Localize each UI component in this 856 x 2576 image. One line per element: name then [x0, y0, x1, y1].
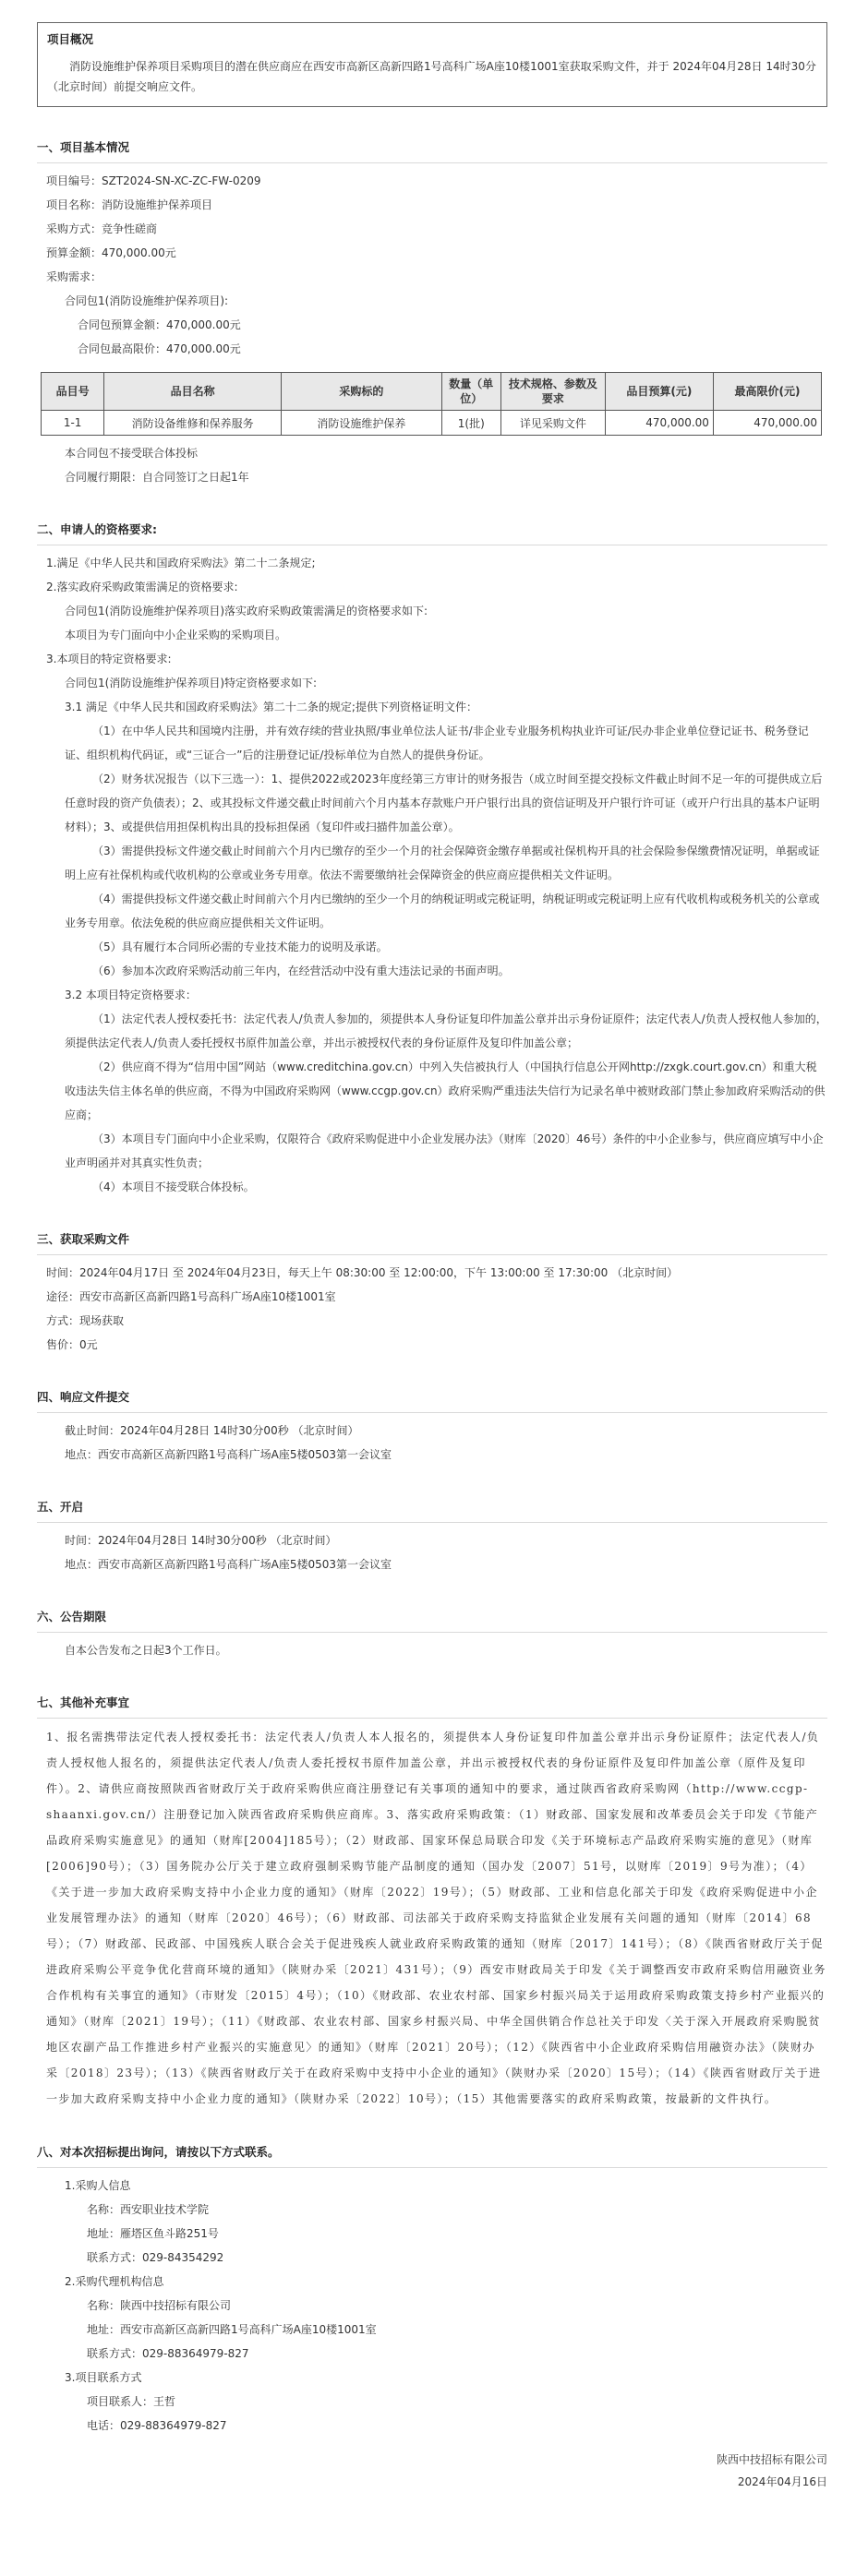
other-matters-text: 1、报名需携带法定代表人授权委托书：法定代表人/负责人本人报名的，须提供本人身份证复印件加盖公章并出示身份证原件；法定代表人/负责人授权他人报名的，须提供法定代表人/负责人委托授权书原件加盖公章，并出示被授权代表的身份证原件及复印件加盖公章（原件及复印件）。2、请供应商按照陕西省财政厅关于政府采购供应商注册登记有关事项的通知中的要求，通过陕西省政府采购网（http://www.ccgp-shaanxi.gov.cn/）注册登记加入陕西省政府采购供应商库。3、落实政府采购政策：（1）财政部、国家发展和改革委员会关于印发《节能产品政府采购实施意见》的通知（财库[2004]185号）；（2）财政部、国家环保总局联合印发《关于环境标志产品政府采购实施的意见》（财库[2006]90号）；（3）国务院办公厅关于建立政府强制采购节能产品制度的通知（国办发〔2007〕51号，以财库〔2019〕9号为准）；（4）《关于进一步加大政府采购支持中小企业力度的通知》（财库〔2022〕19号）；（5）财政部、工业和信息化部关于印发《政府采购促进中小企业发展管理办法》的通知（财库〔2020〕46号）；（6）财政部、司法部关于政府采购支持监狱企业发展有关问题的通知（财库〔2014〕68号）；（7）财政部、民政部、中国残疾人联合会关于促进残疾人就业政府采购政策的通知（财库〔2017〕141号）；（8）《陕西省财政厅关于促进政府采购公平竞争优化营商环境的通知》（陕财办采〔2021〕431号）；（9）西安市财政局关于印发《关于调整西安市政府采购信用融资业务合作机构有关事宜的通知》（市财发〔2015〕4号）；（10）《财政部、农业农村部、国家乡村振兴局关于运用政府采购政策支持乡村产业振兴的通知》（财库〔2021〕19号）；（11）《财政部、农业农村部、国家乡村振兴局、中华全国供销合作总社关于印发〈关于深入开展政府采购脱贫地区农副产品工作推进乡村产业振兴的实施意见〉的通知》（财库〔2021〕20号）；（12）《陕西省中小企业政府采购信用融资办法》（陕财办采〔2018〕23号）；（13）《陕西省财政厅关于在政府采购中支持中小企业的通知》（陕财办采〔2020〕15号）；（14）《陕西省财政厅关于进一步加大政府采购支持中小企业力度的通知》（陕财办采〔2022〕10号）；（15）其他需要落实的政府采购政策，按最新的文件执行。 — [46, 1731, 826, 2105]
procurement-method: 采购方式：竞争性磋商 — [46, 222, 158, 235]
contact-line: 联系方式：029-88364979-827 — [87, 2347, 249, 2360]
project-overview-box — [37, 22, 827, 107]
section-qualifications — [37, 513, 827, 1199]
qual-line: 合同包1(消防设施维护保养项目)特定资格要求如下: — [65, 677, 318, 689]
table-cell: 1-1 — [42, 411, 104, 436]
table-row — [42, 411, 822, 436]
qual-paragraph: （4）需提供投标文件递交截止时间前六个月内已缴纳的至少一个月的纳税证明或完税证明，纳税证明或完税证明上应有代收机构或税务机关的公章或业务专用章。依法免税的供应商应提供相关文件证明。 — [65, 893, 820, 929]
opening-place: 地点：西安市高新区高新四路1号高科广场A座5楼0503第一会议室 — [65, 1558, 392, 1571]
table-cell: 消防设施维护保养 — [282, 411, 442, 436]
table-cell: 消防设备维修和保养服务 — [104, 411, 282, 436]
table-cell: 470,000.00 — [713, 411, 821, 436]
qual-line: 本项目为专门面向中小企业采购的采购项目。 — [65, 629, 287, 641]
qual-paragraph: （4）本项目不接受联合体投标。 — [92, 1180, 255, 1193]
contact-line: 地址：雁塔区鱼斗路251号 — [87, 2227, 219, 2240]
header-cell: 技术规格、参数及要求 — [500, 373, 605, 411]
obtain-price: 售价：0元 — [46, 1338, 98, 1351]
contact-line: 电话：029-88364979-827 — [87, 2419, 227, 2432]
obtain-mode: 方式：现场获取 — [46, 1314, 125, 1327]
section-title: 七、其他补充事宜 — [37, 1686, 827, 1719]
package-title: 合同包1(消防设施维护保养项目): — [65, 294, 229, 307]
header-cell: 品目名称 — [104, 373, 282, 411]
section-title: 八、对本次招标提出询问，请按以下方式联系。 — [37, 2136, 827, 2168]
qual-paragraph: （3）本项目专门面向中小企业采购，仅限符合《政府采购促进中小企业发展办法》（财库〔2020〕46号）条件的中小企业参与，供应商应填写中小企业声明函并对其真实性负责； — [65, 1132, 824, 1169]
header-cell: 采购标的 — [282, 373, 442, 411]
opening-time: 时间：2024年04月28日 14时30分00秒 （北京时间） — [65, 1534, 337, 1547]
contact-line: 项目联系人：王哲 — [87, 2395, 176, 2408]
section-opening — [37, 1491, 827, 1576]
contact-line: 地址：西安市高新区高新四路1号高科广场A座10楼1001室 — [87, 2323, 377, 2336]
qual-paragraph: （1）法定代表人授权委托书：法定代表人/负责人参加的，须提供本人身份证复印件加盖公章并出示身份证原件；法定代表人/负责人授权他人参加的，须提供法定代表人/负责人委托授权书原件加盖公章，并出示被授权代表的身份证原件及复印件加盖公章； — [65, 1012, 827, 1049]
header-cell: 最高限价(元) — [713, 373, 821, 411]
contact-heading: 2.采购代理机构信息 — [65, 2275, 164, 2288]
qual-paragraph: （2）财务状况报告（以下三选一）：1、提供2022或2023年度经第三方审计的财务报告（成立时间至提交投标文件截止时间不足一年的可提供成立后任意时段的资产负债表）；2、或其投标文件递交截止时间前六个月内基本存款账户开户银行出具的资信证明及开户银行许可证（或开户行出具的基本户证明材料）；3、或提供信用担保机构出具的投标担保函（复印件或扫描件加盖公章）。 — [65, 773, 823, 833]
contact-line: 名称：西安职业技术学院 — [87, 2203, 210, 2216]
procurement-need: 采购需求： — [46, 270, 102, 283]
qual-paragraph: （6）参加本次政府采购活动前三年内，在经营活动中没有重大违法记录的书面声明。 — [92, 965, 510, 977]
section-obtain-documents — [37, 1223, 827, 1357]
signature-date: 2024年04月16日 — [737, 2475, 827, 2488]
qual-paragraph: （3）需提供投标文件递交截止时间前六个月内已缴存的至少一个月的社会保障资金缴存单据或社保机构开具的社会保险参保缴费情况证明，单据或证明上应有社保机构或代收机构的公章或业务专用章。依法不需要缴纳社会保障资金的供应商应提供相关文件证明。 — [65, 845, 820, 881]
section-title: 二、申请人的资格要求: — [37, 513, 827, 545]
signature-org: 陕西中技招标有限公司 — [716, 2453, 827, 2466]
notice-period-text: 自本公告发布之日起3个工作日。 — [65, 1644, 227, 1657]
contact-line: 名称：陕西中技招标有限公司 — [87, 2299, 232, 2312]
overview-text: 消防设施维护保养项目采购项目的潜在供应商应在西安市高新区高新四路1号高科广场A座10楼1001室获取采购文件，并于 2024年04月28日 14时30分 （北京时间）前提交响应文件。 — [47, 60, 816, 93]
contact-heading: 1.采购人信息 — [65, 2179, 131, 2192]
contact-line: 联系方式：029-84354292 — [87, 2251, 224, 2264]
qual-paragraph: （1）在中华人民共和国境内注册，并有效存续的营业执照/事业单位法人证书/非企业专业服务机构执业许可证/民办非企业单位登记证书、税务登记证、组织机构代码证，或“三证合一”后的注册登记证/投标单位为自然人的提供身份证。 — [65, 725, 809, 761]
submission-place: 地点：西安市高新区高新四路1号高科广场A座5楼0503第一会议室 — [65, 1448, 392, 1461]
qual-line: 1.满足《中华人民共和国政府采购法》第二十二条规定; — [46, 557, 316, 569]
section-notice-period — [37, 1600, 827, 1662]
section-title: 三、获取采购文件 — [37, 1223, 827, 1255]
section-basic-info — [37, 131, 827, 489]
section-title: 四、响应文件提交 — [37, 1381, 827, 1413]
qual-line: 合同包1(消防设施维护保养项目)落实政府采购政策需满足的资格要求如下: — [65, 605, 428, 617]
qual-line: 3.本项目的特定资格要求: — [46, 653, 172, 665]
qual-line: 3.1 满足《中华人民共和国政府采购法》第二十二条的规定;提供下列资格证明文件： — [65, 701, 477, 713]
section-title: 六、公告期限 — [37, 1600, 827, 1633]
section-submission — [37, 1381, 827, 1467]
header-cell: 数量（单位） — [441, 373, 500, 411]
qual-paragraph: （2）供应商不得为“信用中国”网站（www.creditchina.gov.cn）中列入失信被执行人（中国执行信息公开网http://zxgk.court.gov.cn）和重大税收违法失信主体名单的供应商，不得为中国政府采购网（www.ccgp.gov.cn）政府采购严重违法失信行为记录名单中被财政部门禁止参加政府采购活动的供应商； — [65, 1060, 826, 1121]
signature-block — [37, 2449, 827, 2493]
table-header-row — [42, 373, 822, 411]
qual-line: 2.落实政府采购政策需满足的资格要求: — [46, 581, 238, 593]
announcement — [37, 18, 827, 2493]
table-cell: 470,000.00 — [605, 411, 713, 436]
obtain-way: 途径：西安市高新区高新四路1号高科广场A座10楼1001室 — [46, 1290, 336, 1303]
package-budget: 合同包预算金额：470,000.00元 — [78, 318, 241, 331]
project-name: 项目名称：消防设施维护保养项目 — [46, 198, 213, 211]
package-table — [41, 372, 822, 436]
table-cell: 1(批) — [441, 411, 500, 436]
obtain-time: 时间：2024年04月17日 至 2024年04月23日，每天上午 08:30:00 至 12:00:00，下午 13:00:00 至 17:30:00 （北京时间） — [46, 1266, 679, 1279]
section-other-matters — [37, 1686, 827, 2112]
contact-heading: 3.项目联系方式 — [65, 2371, 142, 2384]
header-cell: 品目预算(元) — [605, 373, 713, 411]
no-union-note: 本合同包不接受联合体投标 — [65, 447, 199, 460]
section-title: 一、项目基本情况 — [37, 131, 827, 163]
overview-title: 项目概况 — [47, 32, 94, 46]
package-max-price: 合同包最高限价：470,000.00元 — [78, 342, 241, 355]
section-title: 五、开启 — [37, 1491, 827, 1523]
header-cell: 品目号 — [42, 373, 104, 411]
qual-line: 3.2 本项目特定资格要求： — [65, 988, 197, 1001]
submission-deadline: 截止时间：2024年04月28日 14时30分00秒 （北京时间） — [65, 1424, 359, 1437]
qual-paragraph: （5）具有履行本合同所必需的专业技术能力的说明及承诺。 — [92, 941, 388, 953]
section-contacts — [37, 2136, 827, 2438]
project-number: 项目编号：SZT2024-SN-XC-ZC-FW-0209 — [46, 174, 261, 187]
contract-period: 合同履行期限：自合同签订之日起1年 — [65, 471, 249, 484]
table-cell: 详见采购文件 — [500, 411, 605, 436]
budget-amount: 预算金额：470,000.00元 — [46, 246, 176, 259]
